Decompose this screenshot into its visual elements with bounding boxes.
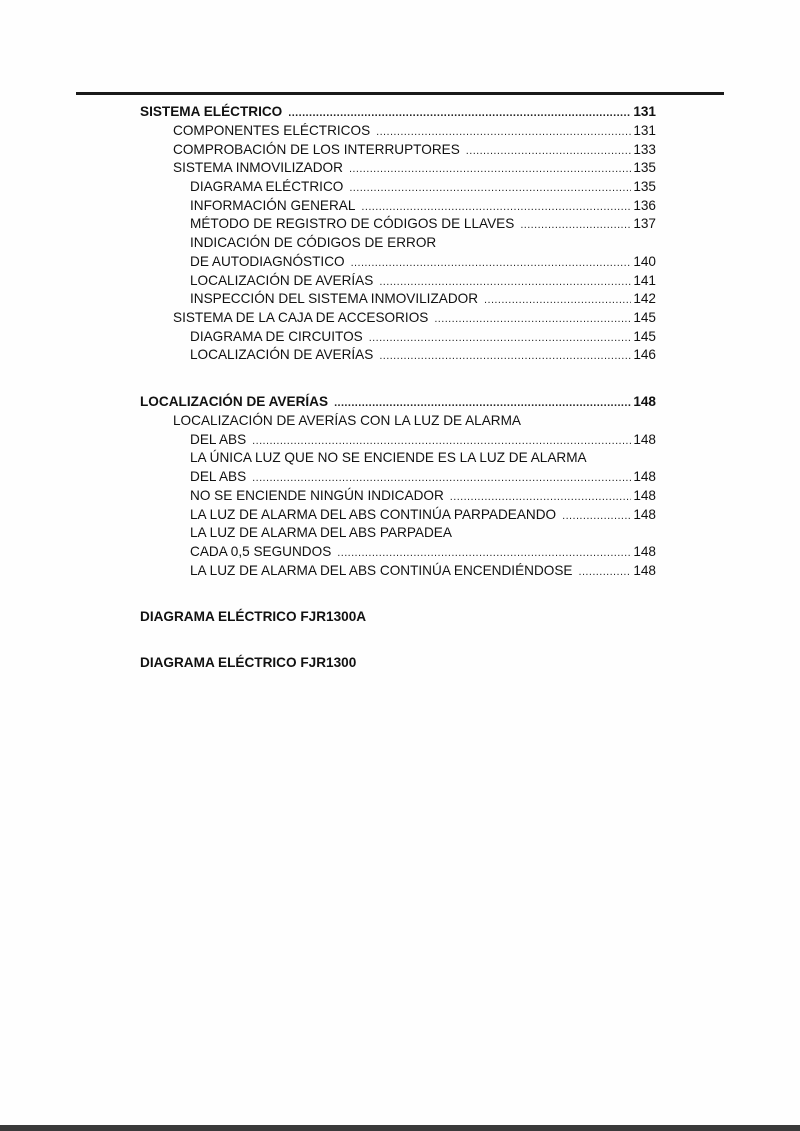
toc-entry[interactable] <box>190 561 656 580</box>
toc-entry-title-line1[interactable]: LOCALIZACIÓN DE AVERÍAS CON LA LUZ DE ALARMA <box>173 413 521 428</box>
toc-entry[interactable] <box>190 271 656 290</box>
toc-page-number: 141 <box>633 273 656 288</box>
toc-entry[interactable] <box>190 467 656 486</box>
toc-entry-title: INFORMACIÓN GENERAL <box>190 198 356 213</box>
toc-page-number: 142 <box>633 291 656 306</box>
toc-entry[interactable] <box>190 505 656 524</box>
toc-entry-title: DEL ABS <box>190 469 247 484</box>
toc-page-number: 148 <box>633 394 656 409</box>
toc-page-number: 131 <box>633 104 656 119</box>
toc-entry-title: NO SE ENCIENDE NINGÚN INDICADOR <box>190 488 444 503</box>
toc-page-number: 135 <box>633 179 656 194</box>
toc-entry[interactable] <box>190 542 656 561</box>
toc-page-number: 148 <box>633 469 656 484</box>
toc-entry-title: DIAGRAMA ELÉCTRICO <box>190 179 344 194</box>
toc-entry-title: LOCALIZACIÓN DE AVERÍAS <box>190 273 374 288</box>
toc-entry[interactable] <box>173 140 656 159</box>
toc-page-number: 148 <box>633 544 656 559</box>
toc-page-number: 148 <box>633 563 656 578</box>
toc-page-number: 148 <box>633 507 656 522</box>
toc-heading-diagrama-fjr1300a[interactable]: DIAGRAMA ELÉCTRICO FJR1300A <box>140 609 367 624</box>
bottom-edge-bar <box>0 1125 800 1131</box>
toc-entry-title: DE AUTODIAGNÓSTICO <box>190 254 345 269</box>
dot-leader <box>520 216 631 235</box>
toc-entry-title: SISTEMA DE LA CAJA DE ACCESORIOS <box>173 310 429 325</box>
toc-entry-title-line1[interactable]: LA ÚNICA LUZ QUE NO SE ENCIENDE ES LA LUZ DE ALARMA <box>190 450 587 465</box>
toc-heading-localizacion-averias[interactable] <box>140 392 656 411</box>
toc-entry[interactable] <box>173 121 656 140</box>
dot-leader <box>379 347 631 366</box>
toc-page-number: 145 <box>633 329 656 344</box>
toc-entry[interactable] <box>173 308 656 327</box>
dot-leader <box>562 507 631 526</box>
toc-heading-diagrama-fjr1300[interactable]: DIAGRAMA ELÉCTRICO FJR1300 <box>140 655 357 670</box>
toc-page-number: 145 <box>633 310 656 325</box>
toc-entry[interactable] <box>190 196 656 215</box>
toc-heading-title: SISTEMA ELÉCTRICO <box>140 104 283 119</box>
toc-heading-sistema-electrico[interactable] <box>140 102 656 121</box>
toc-page-number: 135 <box>633 160 656 175</box>
toc-page-number: 148 <box>633 432 656 447</box>
toc-entry[interactable] <box>173 158 656 177</box>
toc-entry-title: COMPONENTES ELÉCTRICOS <box>173 123 371 138</box>
toc-entry-title-line1[interactable]: LA LUZ DE ALARMA DEL ABS PARPADEA <box>190 525 452 540</box>
toc-entry-title: DIAGRAMA DE CIRCUITOS <box>190 329 363 344</box>
toc-entry-title: DEL ABS <box>190 432 247 447</box>
toc-page-number: 131 <box>633 123 656 138</box>
toc-entry-title: MÉTODO DE REGISTRO DE CÓDIGOS DE LLAVES <box>190 216 515 231</box>
toc-entry[interactable] <box>190 345 656 364</box>
toc-entry[interactable] <box>190 177 656 196</box>
toc-entry-title: INSPECCIÓN DEL SISTEMA INMOVILIZADOR <box>190 291 479 306</box>
toc-heading-title: LOCALIZACIÓN DE AVERÍAS <box>140 394 329 409</box>
toc-entry[interactable] <box>190 289 656 308</box>
toc-entry-title: COMPROBACIÓN DE LOS INTERRUPTORES <box>173 142 460 157</box>
toc-page-number: 146 <box>633 347 656 362</box>
toc-entry-title: SISTEMA INMOVILIZADOR <box>173 160 343 175</box>
toc-page-number: 148 <box>633 488 656 503</box>
toc-page-number: 137 <box>633 216 656 231</box>
toc-entry[interactable] <box>190 214 656 233</box>
toc-entry[interactable] <box>190 252 656 271</box>
toc-page-number: 140 <box>633 254 656 269</box>
toc-entry-title-line1[interactable]: INDICACIÓN DE CÓDIGOS DE ERROR <box>190 235 437 250</box>
top-rule <box>76 92 724 95</box>
toc-entry[interactable] <box>190 486 656 505</box>
dot-leader <box>579 563 632 582</box>
toc-entry[interactable] <box>190 430 656 449</box>
toc-entry-title: CADA 0,5 SEGUNDOS <box>190 544 332 559</box>
toc-entry-title: LOCALIZACIÓN DE AVERÍAS <box>190 347 374 362</box>
toc-page-number: 133 <box>633 142 656 157</box>
toc-entry-title: LA LUZ DE ALARMA DEL ABS CONTINÚA PARPADEANDO <box>190 507 557 522</box>
toc-entry[interactable] <box>190 327 656 346</box>
toc-entry-title: LA LUZ DE ALARMA DEL ABS CONTINÚA ENCENDIÉNDOSE <box>190 563 573 578</box>
toc-page-number: 136 <box>633 198 656 213</box>
